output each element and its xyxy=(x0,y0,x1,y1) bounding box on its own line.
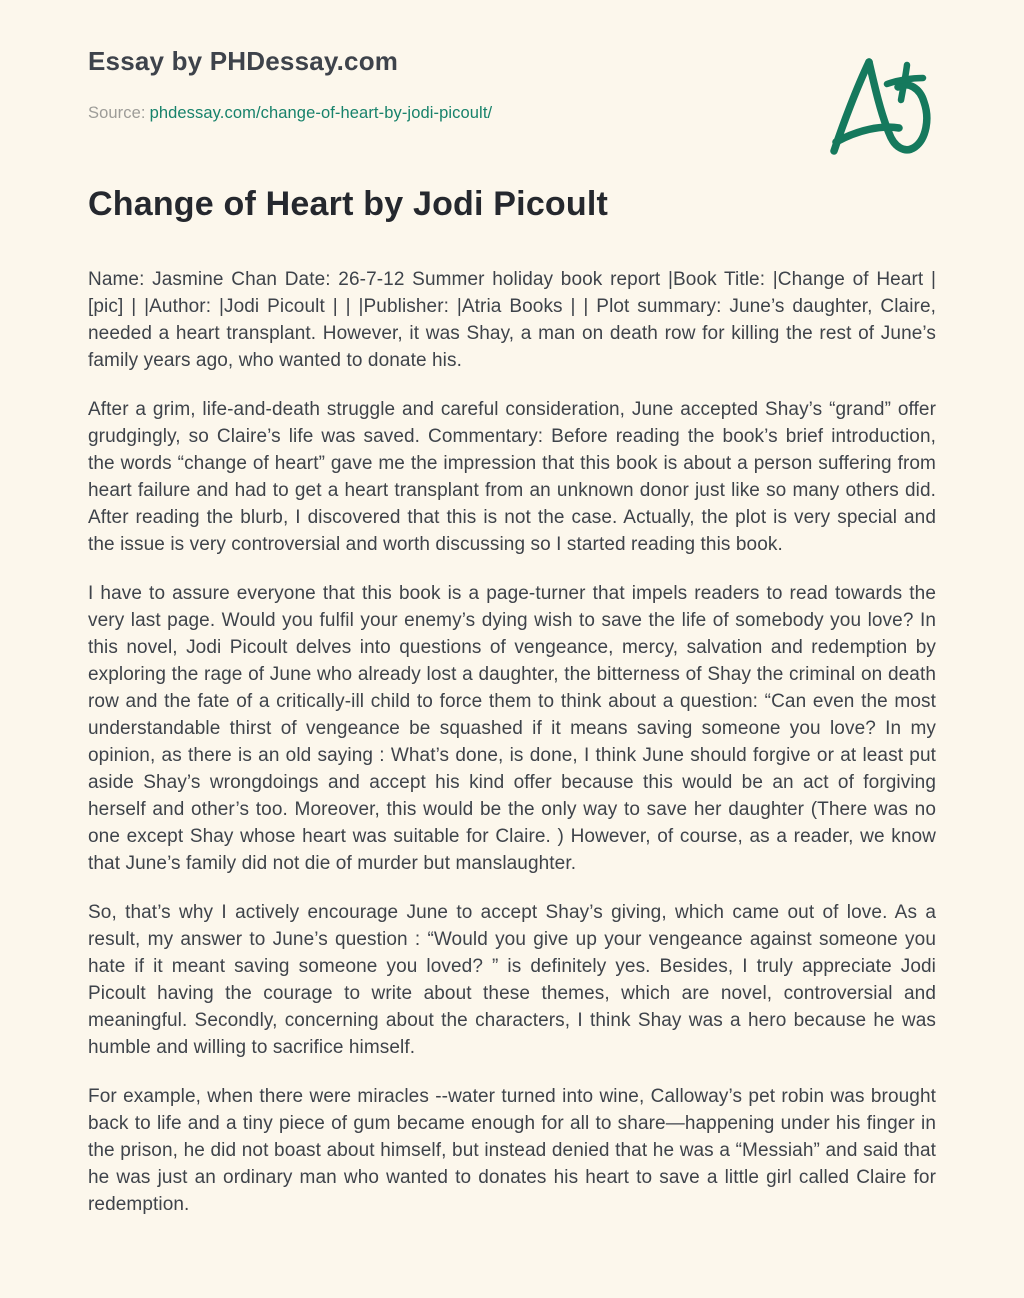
a-plus-logo-icon xyxy=(828,54,932,158)
source-line xyxy=(88,104,936,123)
essay-paragraph-3: I have to assure everyone that this book is a page-turner that impels readers to read towards the very last page. Would you fulfil your enemy’s dying wish to save the life of somebody you love? In this novel, Jodi Picoult delves into questions of vengeance, mercy, salvation and redemption by exploring the rage of June who already lost a daughter, the bitterness of Shay the criminal on death row and the fate of a critically-ill child to force them to think about a question: “Can even the most understandable thirst of vengeance be squashed if it means saving someone you love? In my opinion, as there is an old saying : What’s done, is done, I think June should forgive or at least put aside Shay’s wrongdoings and accept his kind offer because this would be an act of forgiving herself and other’s too. Moreover, this would be the only way to save her daughter (There was no one except Shay whose heart was suitable for Claire. ) However, of course, as a reader, we know that June’s family did not die of murder but manslaughter. xyxy=(88,583,936,874)
page-header xyxy=(88,46,936,123)
source-link[interactable]: phdessay.com/change-of-heart-by-jodi-picoult/ xyxy=(149,104,493,122)
source-label: Source: xyxy=(88,104,146,122)
essay-body xyxy=(88,266,936,1218)
essay-paragraph-5: For example, when there were miracles --water turned into wine, Calloway’s pet robin was brought back to life and a tiny piece of gum became enough for all to share—happening under his finger in the prison, he did not boast about himself, but instead denied that he was a “Messiah” and said that he was just an ordinary man who wanted to donates his heart to save a little girl called Claire for redemption. xyxy=(88,1086,936,1215)
essay-paragraph-4: So, that’s why I actively encourage June to accept Shay’s giving, which came out of love. As a result, my answer to June’s question : “Would you give up your vengeance against someone you hate if it meant saving someone you loved? ” is definitely yes. Besides, I truly appreciate Jodi Picoult having the courage to write about these themes, which are novel, controversial and meaningful. Secondly, concerning about the characters, I think Shay was a hero because he was humble and willing to sacrifice himself. xyxy=(88,902,936,1058)
essay-title: Change of Heart by Jodi Picoult xyxy=(88,185,609,223)
essay-paragraph-1: Name: Jasmine Chan Date: 26-7-12 Summer holiday book report |Book Title: |Change of Heart |[pic] | |Author: |Jodi Picoult | | |Publisher: |Atria Books | | Plot summary: June’s daughter, Claire, needed a heart transplant. However, it was Shay, a man on death row for killing the rest of June’s family years ago, who wanted to donate his. xyxy=(88,269,936,371)
essay-paragraph-2: After a grim, life-and-death struggle and careful consideration, June accepted Shay’s “grand” offer grudgingly, so Claire’s life was saved. Commentary: Before reading the book’s brief introduction, the words “change of heart” gave me the impression that this book is about a person suffering from heart failure and had to get a heart transplant from an unknown donor just like so many others did. After reading the blurb, I discovered that this is not the case. Actually, the plot is very special and the issue is very controversial and worth discussing so I started reading this book. xyxy=(88,399,936,555)
byline: Essay by PHDessay.com xyxy=(88,46,399,76)
